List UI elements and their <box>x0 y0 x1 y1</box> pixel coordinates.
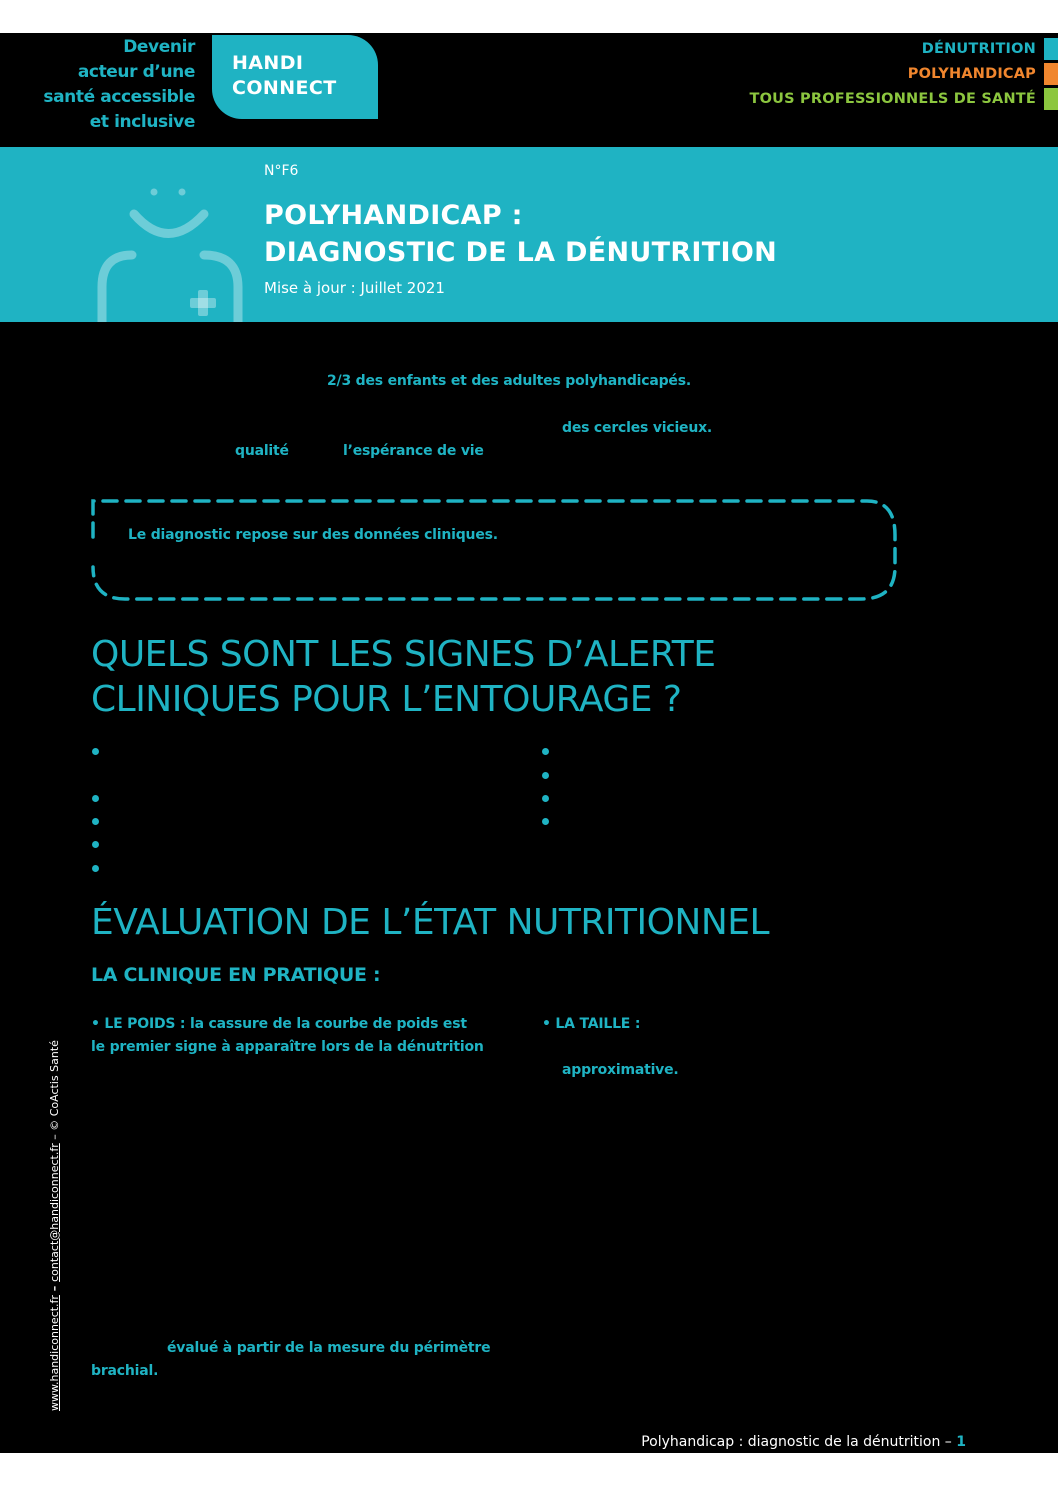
tagline-line: Devenir <box>123 37 195 57</box>
logo-line: CONNECT <box>232 77 337 99</box>
weight-text: le premier signe à apparaître lors de la dénutrition <box>91 1039 484 1055</box>
bullet-dot <box>92 795 99 802</box>
bullet-dot <box>542 818 549 825</box>
bullet-dot <box>92 841 99 848</box>
section-title-warning-signs <box>91 632 716 722</box>
bullet-dot <box>92 748 99 755</box>
tag-label: POLYHANDICAP <box>907 66 1036 82</box>
smiling-health-professional-icon <box>92 167 252 322</box>
life-expectancy-text: l’espérance de vie <box>343 443 484 459</box>
tag-label: TOUS PROFESSIONNELS DE SANTÉ <box>749 91 1036 107</box>
fiche-number: N°F6 <box>264 163 299 179</box>
tag-color-bar <box>1044 63 1058 85</box>
bullet-dot <box>542 795 549 802</box>
email-link[interactable]: contact@handiconnect.fr <box>48 1143 61 1282</box>
separator: – <box>48 1281 61 1296</box>
category-tags <box>750 37 1058 112</box>
copyright: – © CoActis Santé <box>48 1040 61 1144</box>
vertical-credit <box>48 1040 61 1411</box>
brachial-text: brachial. <box>91 1363 159 1379</box>
vicious-circles-text: des cercles vicieux. <box>562 420 713 436</box>
height-label: • LA TAILLE : <box>542 1016 641 1032</box>
tag-color-bar <box>1044 38 1058 60</box>
tagline-line: acteur d’une <box>77 62 195 82</box>
height-note: approximative. <box>562 1062 679 1078</box>
tag-tous-professionnels <box>750 87 1058 112</box>
heading-line: QUELS SONT LES SIGNES D’ALERTE <box>91 634 716 675</box>
subsection-title: LA CLINIQUE EN PRATIQUE : <box>91 964 381 986</box>
document-title <box>264 197 777 271</box>
tag-denutrition <box>750 37 1058 62</box>
footer-title: Polyhandicap : diagnostic de la dénutrition – <box>641 1434 957 1450</box>
logo-line: HANDI <box>232 52 304 74</box>
tagline <box>43 35 195 135</box>
dashed-border <box>91 497 897 601</box>
document-page <box>0 33 1058 1453</box>
tagline-line: et inclusive <box>89 112 195 132</box>
key-point-callout <box>91 497 897 601</box>
weight-text: • LE POIDS : la cassure de la courbe de poids est <box>91 1016 467 1032</box>
page-footer <box>641 1434 966 1450</box>
bullet-dot <box>92 818 99 825</box>
section-title-nutrition: ÉVALUATION DE L’ÉTAT NUTRITIONNEL <box>91 902 770 943</box>
bullet-dot <box>542 748 549 755</box>
title-banner <box>0 147 1058 322</box>
page-number: 1 <box>956 1434 966 1450</box>
quality-text: qualité <box>235 443 289 459</box>
tag-color-bar <box>1044 88 1058 110</box>
prevalence-text: 2/3 des enfants et des adultes polyhandicapés. <box>327 373 691 389</box>
tag-label: DÉNUTRITION <box>921 41 1036 57</box>
heading-line: CLINIQUES POUR L’ENTOURAGE ? <box>91 679 682 720</box>
callout-text: Le diagnostic repose sur des données cliniques. <box>128 527 498 543</box>
tagline-line: santé accessible <box>43 87 195 107</box>
update-date: Mise à jour : Juillet 2021 <box>264 279 445 297</box>
tag-polyhandicap <box>750 62 1058 87</box>
bullet-dot <box>92 865 99 872</box>
website-link[interactable]: www.handiconnect.fr <box>48 1295 61 1411</box>
title-line: DIAGNOSTIC DE LA DÉNUTRITION <box>264 237 777 268</box>
handiconnect-logo <box>212 35 378 119</box>
brachial-text: évalué à partir de la mesure du périmètre <box>167 1340 491 1356</box>
title-line: POLYHANDICAP : <box>264 200 523 231</box>
bullet-dot <box>542 772 549 779</box>
